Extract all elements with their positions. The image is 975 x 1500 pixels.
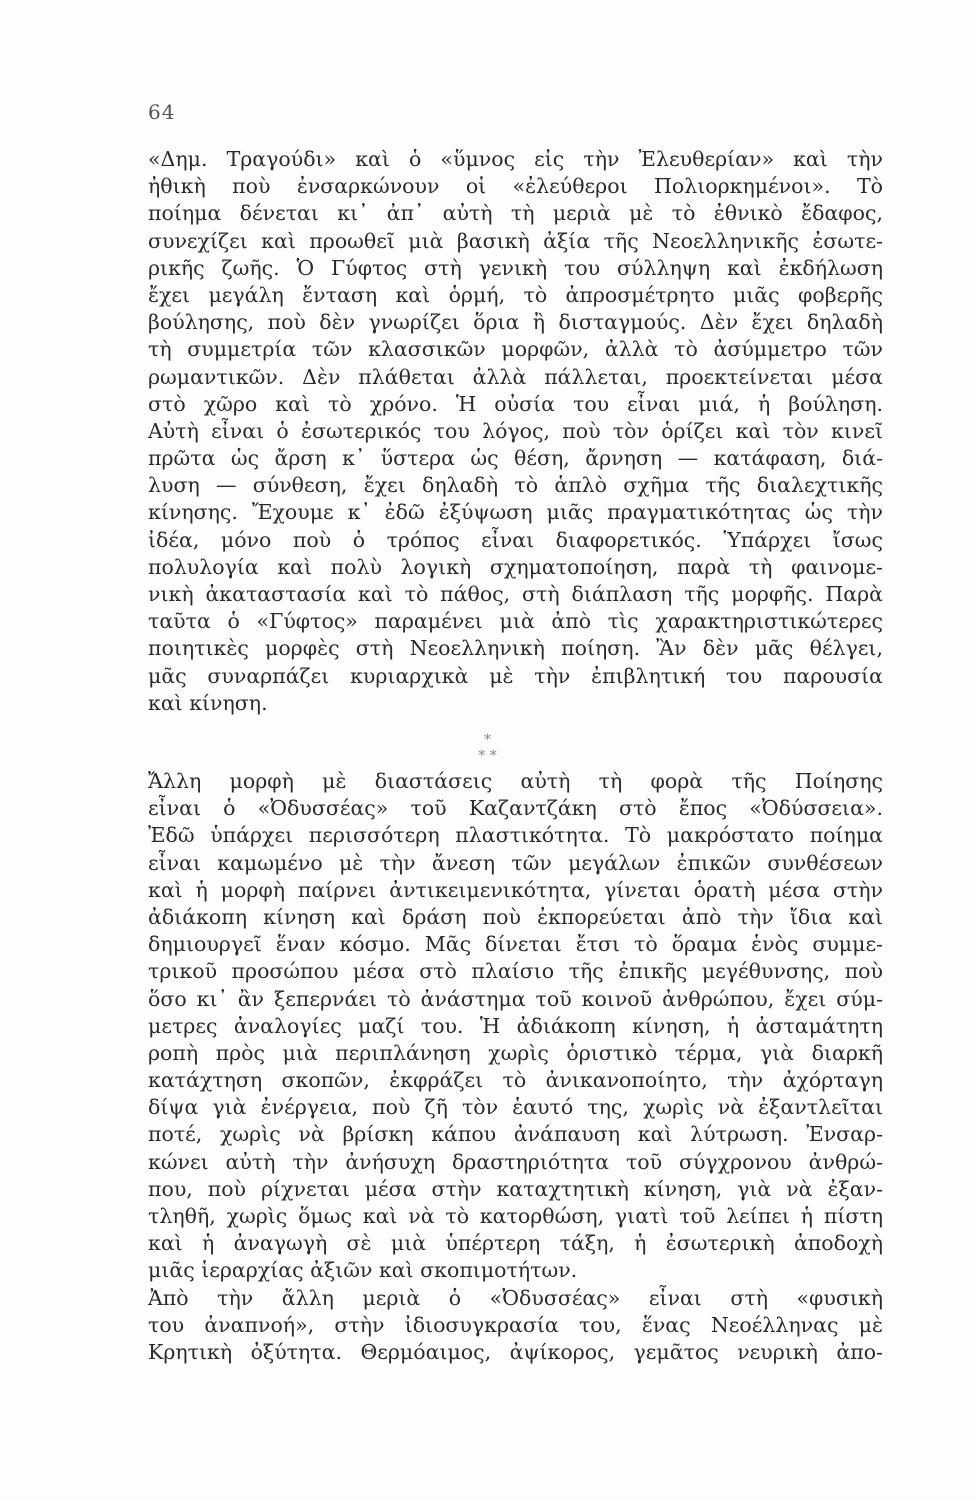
text-line: τὴ συμμετρία τῶν κλασσικῶν μορφῶν, ἀλλὰ τὸ ἀσύμμετρο τῶν — [148, 337, 883, 362]
text-line: ἔχει μεγάλη ἔνταση καὶ ὁρμή, τὸ ἀπροσμέτρητο μιᾶς φοβερῆς — [148, 282, 883, 307]
text-line: τληθῆ, χωρὶς ὅμως καὶ νὰ τὸ κατορθώση, γιατὶ τοῦ λείπει ἡ πίστη — [148, 1204, 883, 1228]
text-line: νικὴ ἀκαταστασία καὶ τὸ πάθος, στὴ διάπλαση τῆς μορφῆς. Παρὰ — [148, 582, 883, 606]
page-number: 64 — [148, 100, 176, 124]
text-line: Ἐδῶ ὑπάρχει περισσότερη πλαστικότητα. Τὸ μακρόστατο ποίημα — [148, 823, 883, 848]
text-line: κώνει αὐτὴ τὴν ἀνήσυχη δραστηριότητα τοῦ σύγχρονου ἀνθρώ- — [148, 1149, 883, 1174]
text-line: πρῶτα ὡς ἄρση κ᾿ ὕστερα ὡς θέση, ἄρνηση — κατάφαση, διά- — [148, 446, 883, 471]
text-line: ποιητικὲς μορφὲς στὴ Νεοελληνικὴ ποίηση. Ἂν δὲν μᾶς θέλγει, — [148, 636, 883, 661]
text-line: «Δημ. Τραγούδι» καὶ ὁ «ὕμνος εἰς τὴν Ἐλευθερίαν» καὶ τὴν — [148, 147, 883, 171]
text-line: βούλησης, ποὺ δὲν γνωρίζει ὅρια ἢ δισταγμούς. Δὲν ἔχει δηλαδὴ — [148, 310, 883, 335]
separator-star-bottom: * * — [478, 748, 497, 764]
text-line: ροπὴ πρὸς μιὰ περιπλάνηση χωρὶς ὁριστικὸ τέρμα, γιὰ διαρκῆ — [148, 1040, 883, 1065]
text-line: ποτέ, χωρὶς νὰ βρίσκη κάπου ἀνάπαυση καὶ λύτρωση. Ἐνσαρ- — [148, 1122, 883, 1147]
text-line: ἰδέα, μόνο ποὺ ὁ τρόπος εἶναι διαφορετικός. Ὑπάρχει ἴσως — [148, 527, 883, 552]
text-line: Κρητικὴ ὀξύτητα. Θερμόαιμος, ἀψίκορος, γεμᾶτος νευρικὴ ἀπο- — [148, 1339, 883, 1364]
text-line: του ἀναπνοή», στὴν ἰδιοσυγκρασία του, ἕνας Νεοέλληνας μὲ — [148, 1312, 883, 1337]
text-line: μᾶς συναρπάζει κυριαρχικὰ μὲ τὴν ἐπιβλητική του παρουσία — [148, 663, 883, 688]
text-line: Ἀπὸ τὴν ἄλλη μεριὰ ὁ «Ὀδυσσέας» εἶναι στὴ «φυσικὴ — [148, 1285, 883, 1310]
text-line: εἶναι ὁ «Ὀδυσσέας» τοῦ Καζαντζάκη στὸ ἔπος «Ὀδύσσεια». — [148, 796, 883, 821]
text-line: ἀδιάκοπη κίνηση καὶ δράση ποὺ ἐκπορεύεται ἀπὸ τὴν ἴδια καὶ — [148, 904, 883, 929]
text-line: στὸ χῶρο καὶ τὸ χρόνο. Ἡ οὐσία του εἶναι μιά, ἡ βούληση. — [148, 391, 883, 416]
text-line: δίψα γιὰ ἐνέργεια, ποὺ ζῆ τὸν ἑαυτό της, χωρὶς νὰ ἐξαντλεῖται — [148, 1095, 883, 1120]
paragraph-odysseas — [148, 768, 883, 1366]
paragraph-gyftos — [148, 146, 883, 717]
text-line: ἠθικὴ ποὺ ἐνσαρκώνουν οἱ «ἐλεύθεροι Πολιορκημένοι». Τὸ — [148, 174, 883, 199]
text-line: Αὐτὴ εἶναι ὁ ἐσωτερικός του λόγος, ποὺ τὸν ὁρίζει καὶ τὸν κινεῖ — [148, 418, 883, 443]
text-line: ποίημα δένεται κι᾿ ἀπ᾿ αὐτὴ τὴ μεριὰ μὲ τὸ ἐθνικὸ ἔδαφος, — [148, 201, 883, 226]
text-line: ρωμαντικῶν. Δὲν πλάθεται ἀλλὰ πάλλεται, προεκτείνεται μέσα — [148, 364, 883, 389]
section-separator — [0, 732, 975, 764]
text-line: καὶ ἡ ἀναγωγὴ σὲ μιὰ ὑπέρτερη τάξη, ἡ ἐσωτερικὴ ἀποδοχὴ — [148, 1231, 883, 1256]
text-line: δημιουργεῖ ἕναν κόσμο. Μᾶς δίνεται ἔτσι τὸ ὅραμα ἑνὸς συμμε- — [148, 932, 883, 957]
text-line: τρικοῦ προσώπου μέσα στὸ πλαίσιο τῆς ἐπικῆς μεγέθυνσης, ποὺ — [148, 959, 883, 984]
text-line: ὅσο κι᾿ ἂν ξεπερνάει τὸ ἀνάστημα τοῦ κοινοῦ ἀνθρώπου, ἔχει σύμ- — [148, 986, 883, 1011]
text-line: που, ποὺ ρίχνεται μέσα στὴν καταχτητικὴ κίνηση, γιὰ νὰ ἐξαν- — [148, 1176, 883, 1201]
text-line: Ἄλλη μορφὴ μὲ διαστάσεις αὐτὴ τὴ φορὰ τῆς Ποίησης — [148, 769, 883, 793]
text-line: λυση — σύνθεση, ἔχει δηλαδὴ τὸ ἁπλὸ σχῆμα τῆς διαλεχτικῆς — [148, 473, 883, 498]
text-line: μιᾶς ἱεραρχίας ἀξιῶν καὶ σκοπιμοτήτων. — [148, 1258, 578, 1283]
text-line: συνεχίζει καὶ προωθεῖ μιὰ βασικὴ ἀξία τῆς Νεοελληνικῆς ἐσωτε- — [148, 228, 883, 253]
text-line: καὶ ἡ μορφὴ παίρνει ἀντικειμενικότητα, γίνεται ὁρατὴ μέσα στὴν — [148, 877, 883, 902]
separator-star-top: * — [484, 732, 491, 748]
text-line: καὶ κίνηση. — [148, 690, 268, 715]
text-line: ρικῆς ζωῆς. Ὁ Γύφτος στὴ γενικὴ του σύλληψη καὶ ἐκδήλωση — [148, 255, 883, 280]
text-line: κατάχτηση σκοπῶν, ἐκφράζει τὸ ἀνικανοποίητο, τὴν ἀχόρταγη — [148, 1068, 883, 1093]
text-line: ταῦτα ὁ «Γύφτος» παραμένει μιὰ ἀπὸ τὶς χαρακτηριστικώτερες — [148, 609, 883, 634]
text-line: κίνησης. Ἔχουμε κ᾿ ἐδῶ ἐξύψωση μιᾶς πραγματικότητας ὡς τὴν — [148, 500, 883, 525]
text-line: πολυλογία καὶ πολὺ λογικὴ σχηματοποίηση, παρὰ τὴ φαινομε- — [148, 554, 883, 579]
text-line: εἶναι καμωμένο μὲ τὴν ἄνεση τῶν μεγάλων ἐπικῶν συνθέσεων — [148, 850, 883, 875]
text-line: μετρες ἀναλογίες μαζί του. Ἡ ἀδιάκοπη κίνηση, ἡ ἀσταμάτητη — [148, 1013, 883, 1038]
